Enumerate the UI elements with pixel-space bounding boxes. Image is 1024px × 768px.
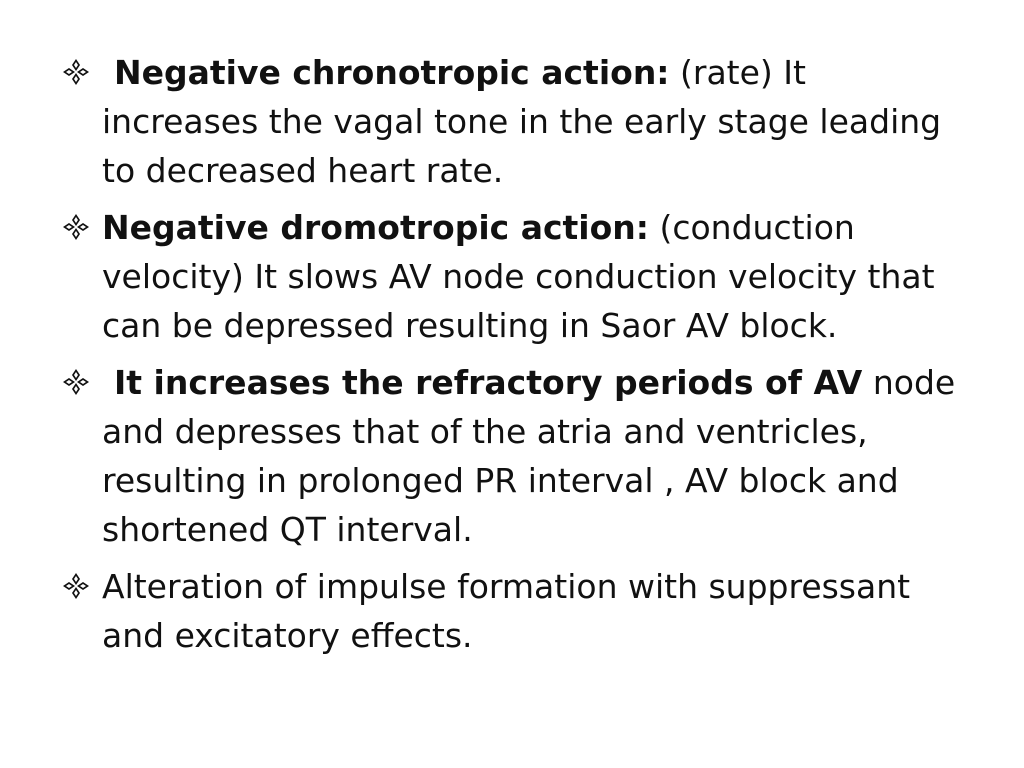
bullet-lead-text: Negative chronotropic action: <box>114 53 670 92</box>
bullet-list <box>62 48 962 668</box>
four-diamond-bullet-icon <box>62 203 98 252</box>
four-diamond-bullet-icon <box>62 48 98 97</box>
bullet-lead-text: It increases the refractory periods of AV <box>114 363 863 402</box>
four-diamond-bullet-icon <box>62 358 98 407</box>
bullet-body-text: node and depresses that of the atria and ventricles, resulting in prolonged PR interval , AV block and shortened QT interval. <box>102 363 956 549</box>
bullet-body-text: Alteration of impulse formation with suppressant and excitatory effects. <box>102 567 911 655</box>
bullet-lead-text: Negative dromotropic action: <box>102 208 649 247</box>
bullet-item-refractory <box>62 358 962 554</box>
four-diamond-bullet-icon <box>62 562 98 611</box>
bullet-body-text: (conduction velocity) It slows AV node conduction velocity that can be depressed resulting in Saor AV block. <box>102 208 935 345</box>
bullet-item-dromotropic <box>62 203 962 350</box>
bullet-item-chronotropic <box>62 48 962 195</box>
bullet-body-text: (rate) It increases the vagal tone in the early stage leading to decreased heart rate. <box>102 53 942 190</box>
bullet-item-impulse-formation <box>62 562 962 660</box>
